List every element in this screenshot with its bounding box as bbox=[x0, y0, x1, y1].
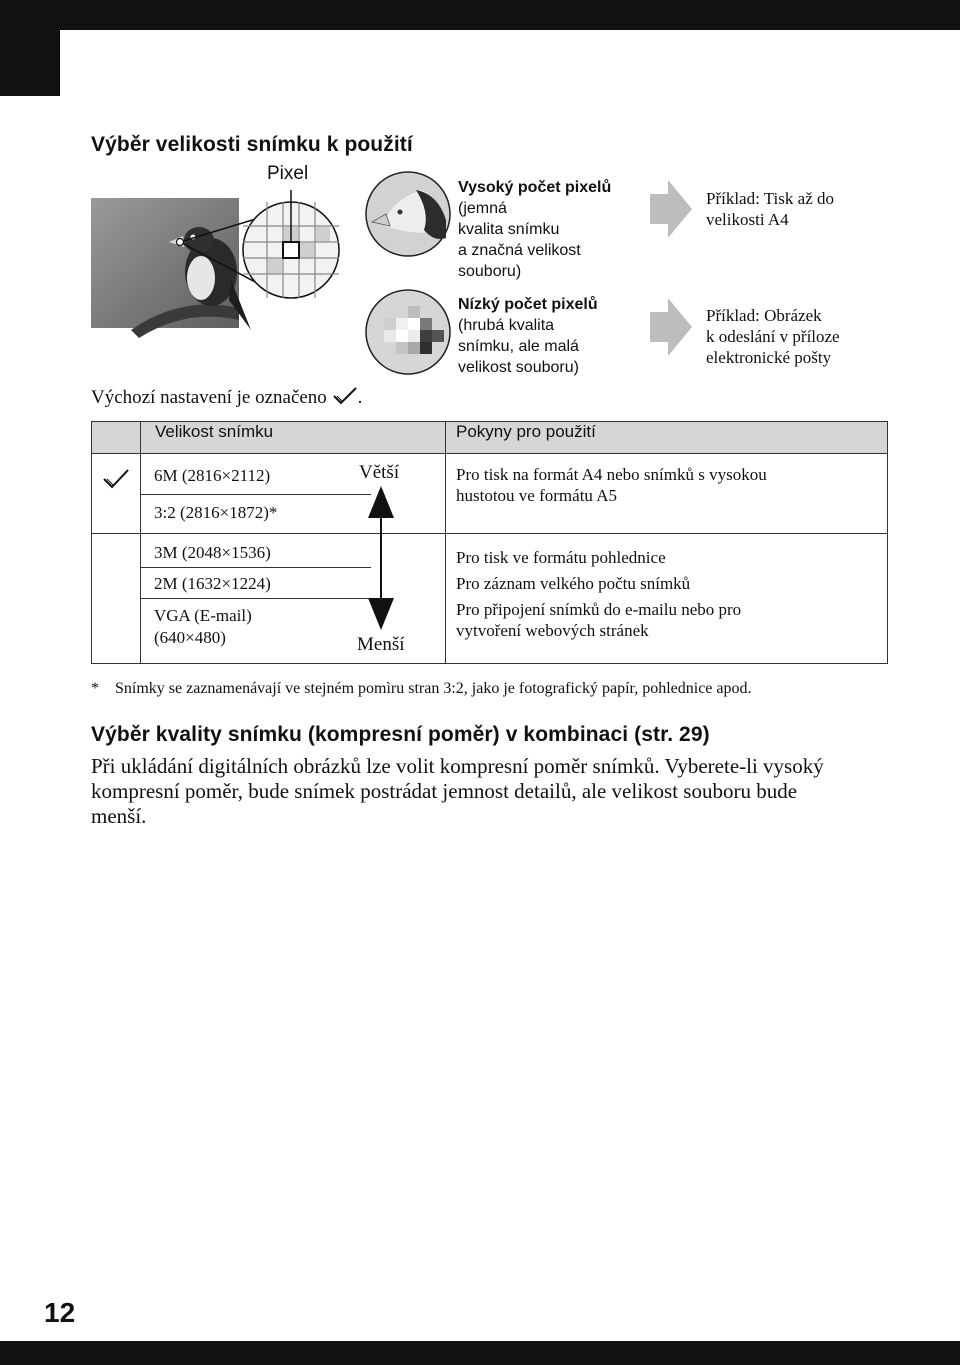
low-pixel-description bbox=[458, 294, 638, 378]
use-cell-lower bbox=[446, 534, 888, 664]
paragraph-line: kompresní poměr, bude snímek postrádat jemnost detailů, ale velikost souboru bude bbox=[91, 779, 798, 803]
example-high bbox=[706, 188, 834, 230]
corner-tab bbox=[0, 0, 60, 96]
high-pixel-text: a značná velikost bbox=[458, 242, 581, 259]
smaller-label: Menší bbox=[357, 634, 405, 655]
size-label: VGA (E-mail) bbox=[154, 606, 252, 625]
example-text: velikosti A4 bbox=[706, 210, 789, 229]
footnote-mark: * bbox=[91, 680, 99, 697]
size-label: (640×480) bbox=[154, 628, 226, 647]
page-number: 12 bbox=[44, 1297, 76, 1328]
top-bar bbox=[0, 0, 960, 30]
size-cell-group-high bbox=[141, 454, 446, 534]
table-row-check bbox=[92, 534, 141, 664]
default-note-text: Výchozí nastavení je označeno bbox=[91, 387, 327, 408]
high-pixel-lead: Vysoký počet pixelů bbox=[458, 179, 612, 196]
example-low bbox=[706, 305, 840, 368]
checkmark-icon bbox=[102, 468, 130, 490]
example-text: k odeslání v příloze bbox=[706, 327, 840, 346]
paragraph-line: menší. bbox=[91, 804, 147, 828]
table-row bbox=[92, 534, 888, 664]
high-pixel-description bbox=[458, 177, 638, 282]
fine-quality-thumbnail bbox=[364, 170, 452, 258]
low-pixel-text: velikost souboru) bbox=[458, 359, 579, 376]
use-text: Pro záznam velkého počtu snímků bbox=[456, 574, 691, 593]
checkmark-icon bbox=[332, 386, 358, 406]
footnote bbox=[91, 680, 752, 698]
low-pixel-lead: Nízký počet pixelů bbox=[458, 296, 598, 313]
table-header-row bbox=[92, 422, 888, 454]
header-use-label: Pokyny pro použití bbox=[456, 422, 596, 441]
use-text: Pro připojení snímků do e-mailu nebo pro bbox=[456, 600, 742, 619]
footnote-text: Snímky se zaznamenávají ve stejném pomìru stran 3:2, jako je fotografický papír, pohlednice apod. bbox=[115, 680, 752, 697]
table-row bbox=[92, 454, 888, 534]
section-title-quality: Výběr kvality snímku (kompresní poměr) v kombinaci (str. 29) bbox=[91, 723, 710, 746]
quality-paragraph bbox=[91, 754, 891, 829]
default-note bbox=[91, 386, 362, 409]
table-header-blank bbox=[92, 422, 141, 454]
size-label: 3:2 (2816×1872)* bbox=[154, 503, 278, 522]
arrow-right-icon bbox=[650, 298, 692, 356]
example-text: elektronické pošty bbox=[706, 348, 832, 367]
example-text: Příklad: Obrázek bbox=[706, 306, 822, 325]
default-note-end: . bbox=[357, 387, 363, 408]
use-text: vytvoření webových stránek bbox=[456, 621, 649, 640]
rough-quality-thumbnail bbox=[364, 288, 452, 376]
table-header-use bbox=[446, 422, 888, 454]
size-label: 3M (2048×1536) bbox=[154, 543, 271, 562]
row-divider bbox=[141, 567, 371, 568]
high-pixel-text: kvalita snímku bbox=[458, 221, 560, 238]
low-pixel-text: (hrubá kvalita bbox=[458, 317, 555, 334]
use-text: hustotou ve formátu A5 bbox=[456, 486, 618, 505]
size-label: 6M (2816×2112) bbox=[154, 466, 271, 485]
row-divider bbox=[141, 598, 371, 599]
highlighted-pixel bbox=[283, 242, 299, 258]
use-text: Pro tisk na formát A4 nebo snímků s vysokou bbox=[456, 465, 767, 484]
low-pixel-text: snímku, ale malá bbox=[458, 338, 579, 355]
high-pixel-text: souboru) bbox=[458, 263, 522, 280]
table-header-size bbox=[141, 422, 446, 454]
example-text: Příklad: Tisk až do bbox=[706, 189, 834, 208]
size-label: 2M (1632×1224) bbox=[154, 574, 271, 593]
bottom-bar bbox=[0, 1341, 960, 1365]
section-title: Výběr velikosti snímku k použití bbox=[91, 133, 413, 156]
pixel-label: Pixel bbox=[267, 163, 309, 184]
arrow-right-icon bbox=[650, 180, 692, 238]
use-text: Pro tisk ve formátu pohlednice bbox=[456, 548, 666, 567]
high-pixel-text: (jemná bbox=[458, 200, 507, 217]
image-size-table bbox=[91, 421, 888, 664]
paragraph-line: Při ukládání digitálních obrázků lze volit kompresní poměr snímků. Vyberete-li vysoký bbox=[91, 754, 824, 778]
double-arrow-icon bbox=[366, 484, 396, 632]
row-divider bbox=[141, 494, 371, 495]
header-size-label: Velikost snímku bbox=[155, 422, 274, 441]
larger-label: Větší bbox=[359, 462, 400, 483]
use-cell-a4 bbox=[446, 454, 888, 534]
table-row-check bbox=[92, 454, 141, 534]
